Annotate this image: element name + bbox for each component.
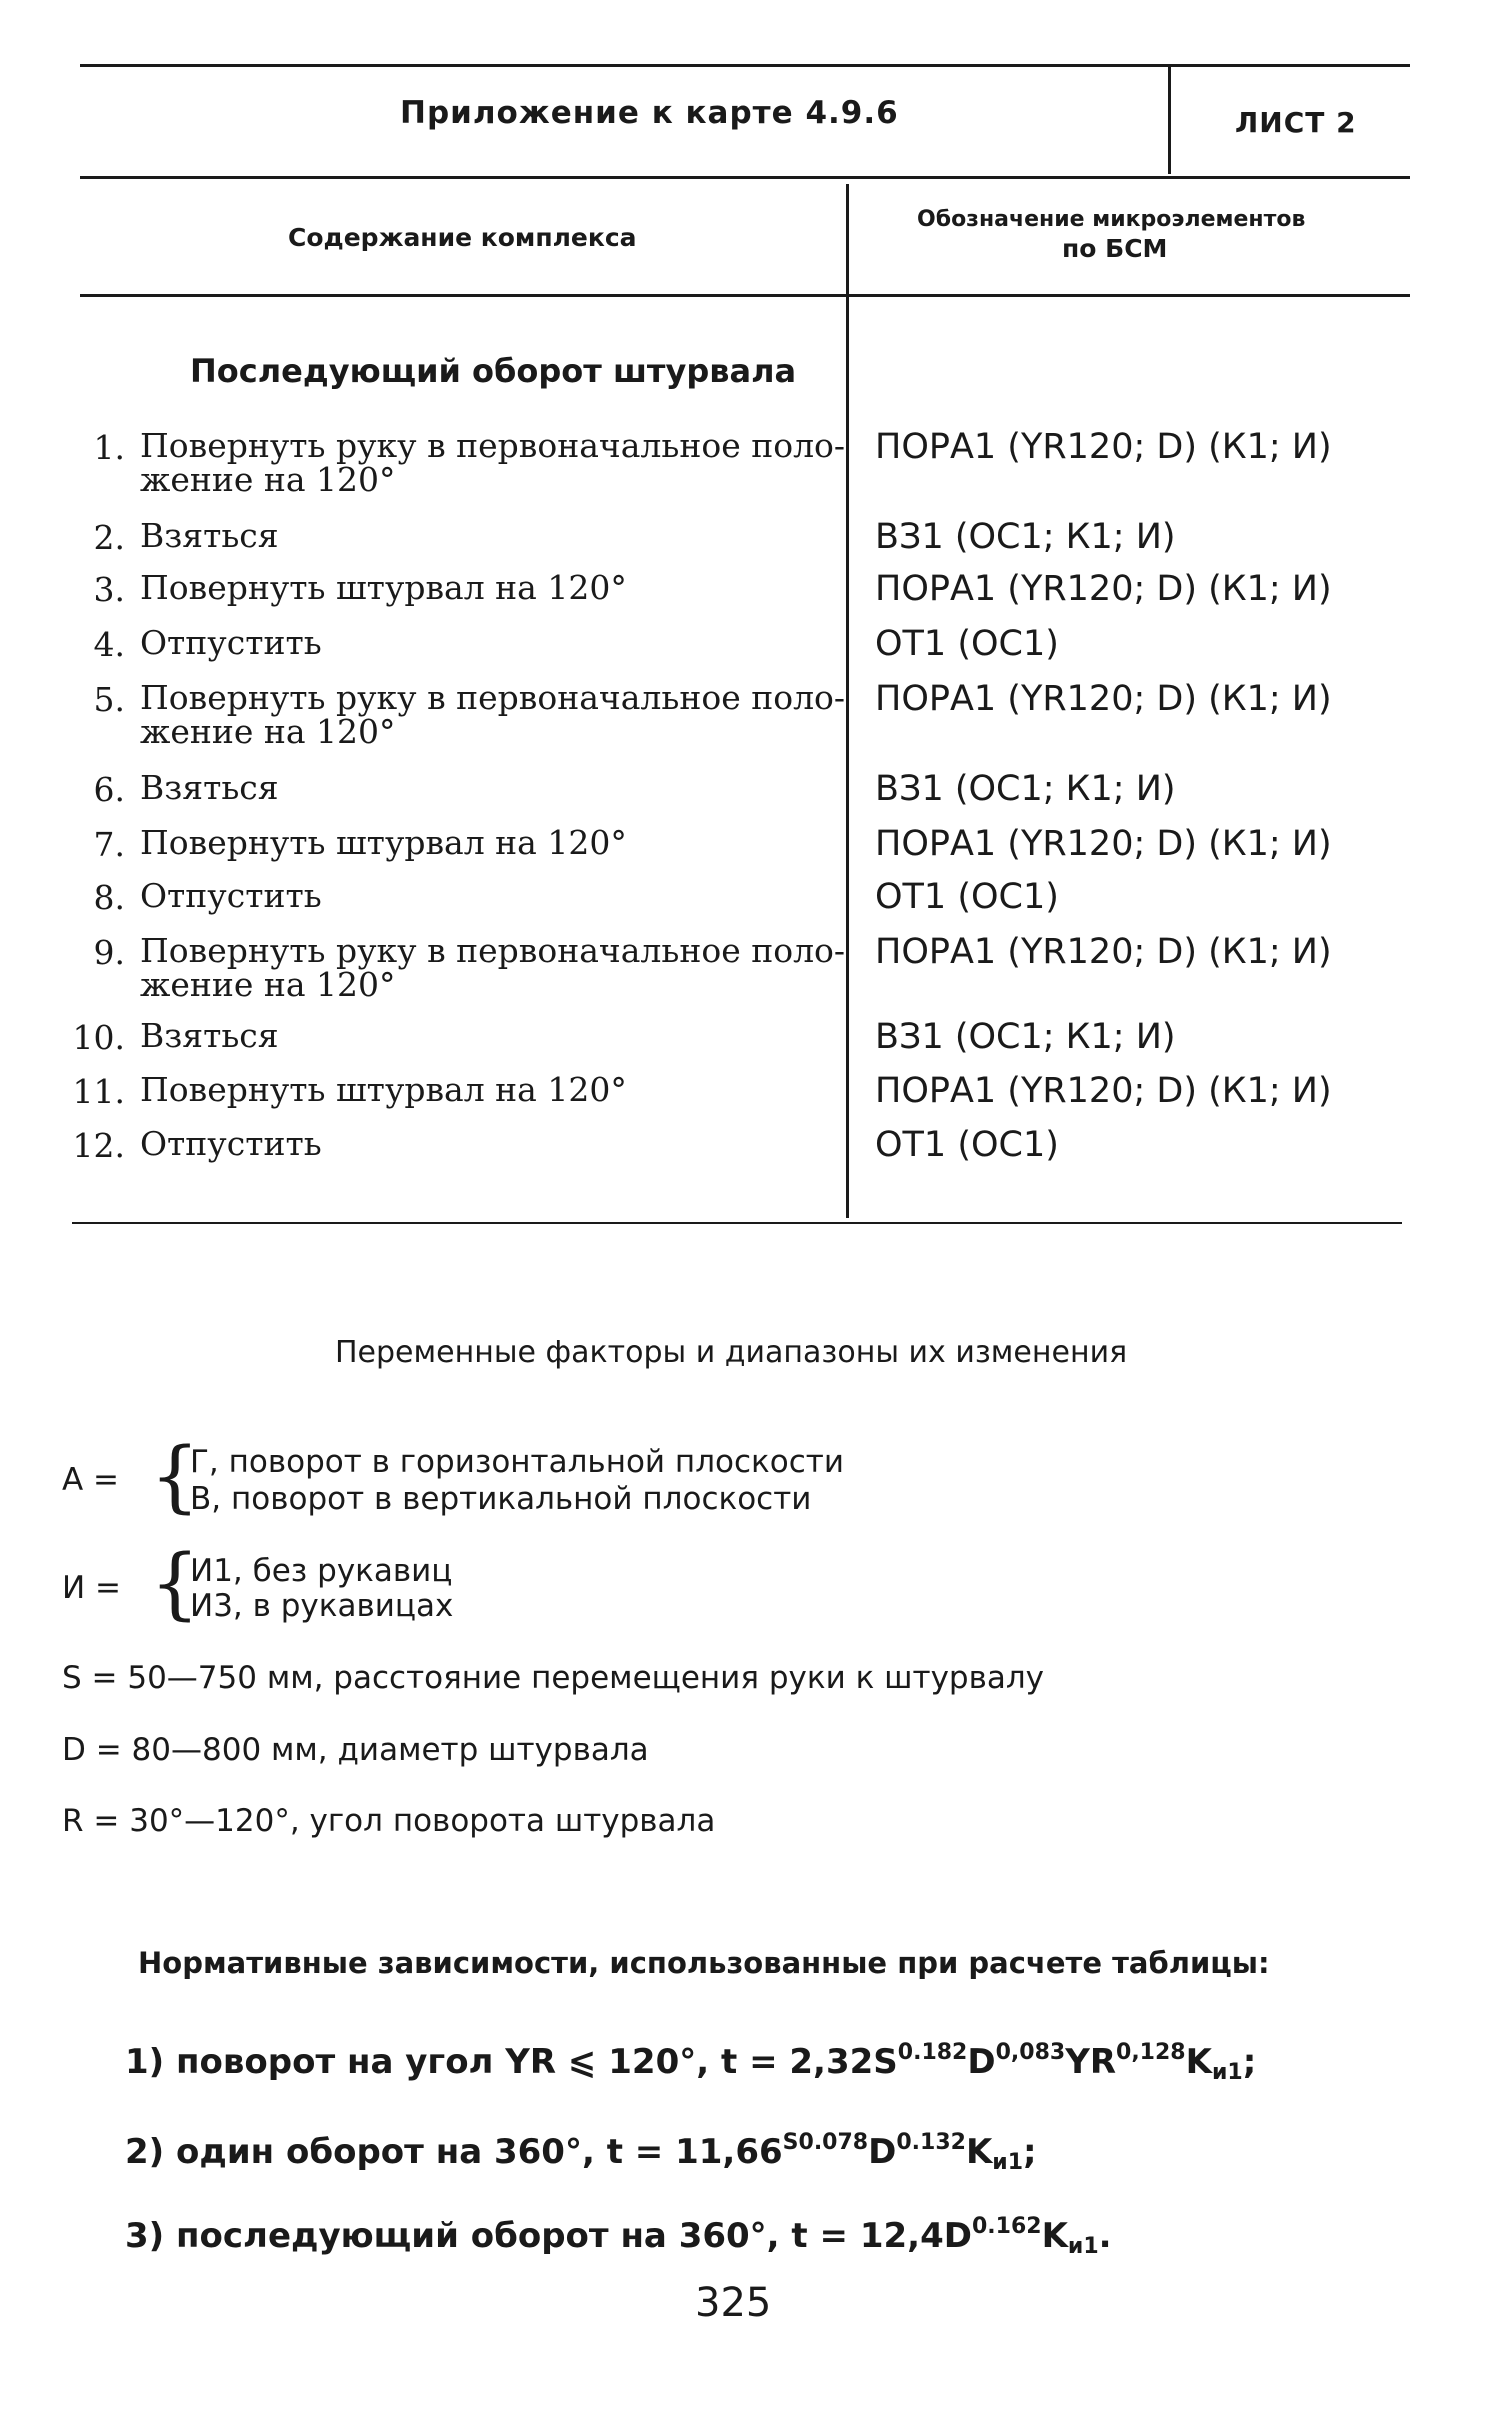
formula-2-sub: и1 (992, 2150, 1024, 2175)
step-text-line1: Повернуть штурвал на 120° (140, 568, 627, 607)
step-text-line1: Взяться (140, 516, 279, 555)
factor-i-brace: { (150, 1539, 200, 1629)
column-header-content: Содержание комплекса (288, 223, 637, 252)
step-code: ВЗ1 (ОС1; К1; И) (875, 769, 1176, 809)
step-text-line2: жение на 120° (140, 965, 396, 1004)
formula-3-exp-d: 0.162 (971, 2214, 1042, 2239)
factors-title: Переменные факторы и диапазоны их изменения (335, 1335, 1128, 1370)
appendix-title: Приложение к карте 4.9.6 (400, 95, 899, 131)
step-number: 12. (72, 1126, 125, 1165)
factor-d: D = 80—800 мм, диаметр штурвала (62, 1732, 649, 1768)
factor-i-line1: И1, без рукавиц (190, 1553, 453, 1589)
formula-1-exp-d: 0,083 (995, 2040, 1066, 2065)
formula-3 (125, 2214, 1112, 2259)
step-text-line1: Отпустить (140, 623, 322, 662)
column-header-codes-1: Обозначение микроэлементов (917, 207, 1306, 232)
step-code: ОТ1 (ОС1) (875, 1125, 1059, 1165)
step-code: ВЗ1 (ОС1; К1; И) (875, 517, 1176, 557)
factor-s: S = 50—750 мм, расстояние перемещения руки к штурвалу (62, 1660, 1045, 1696)
step-text-line2: жение на 120° (140, 712, 396, 751)
step-number: 5. (93, 680, 125, 719)
step-code: ПОРА1 (YR120; D) (К1; И) (875, 932, 1332, 972)
step-text-line1: Повернуть штурвал на 120° (140, 823, 627, 862)
formula-1 (125, 2040, 1256, 2085)
step-number: 2. (93, 518, 125, 557)
factor-a-brace: { (150, 1432, 200, 1522)
formula-2 (125, 2130, 1037, 2175)
formula-1-end: ; (1242, 2042, 1257, 2082)
step-text-line1: Повернуть руку в первоначальное поло- (140, 931, 846, 970)
factor-a-line1: Г, поворот в горизонтальной плоскости (190, 1444, 844, 1480)
step-code: ПОРА1 (YR120; D) (К1; И) (875, 569, 1332, 609)
step-text-line1: Взяться (140, 768, 279, 807)
factor-i-label: И = (62, 1570, 122, 1606)
step-text-line1: Отпустить (140, 1124, 322, 1163)
formula-3-k: K (1041, 2216, 1068, 2256)
formula-1-d: D (967, 2042, 996, 2082)
step-text-line1: Повернуть руку в первоначальное поло- (140, 426, 846, 465)
formula-1-exp-s: 0.182 (897, 2040, 968, 2065)
step-code: ПОРА1 (YR120; D) (К1; И) (875, 427, 1332, 467)
step-number: 11. (72, 1072, 125, 1111)
formula-2-k: K (965, 2132, 993, 2172)
step-text-line2: жение на 120° (140, 460, 396, 499)
formula-3-prefix: 3) последующий оборот на 360°, t = 12,4D (125, 2216, 972, 2256)
formula-2-s: S (782, 2130, 799, 2155)
step-number: 8. (93, 878, 125, 917)
norms-title: Нормативные зависимости, использованные при расчете таблицы: (138, 1946, 1270, 1980)
step-number: 9. (93, 933, 125, 972)
formula-1-k: K (1185, 2042, 1212, 2082)
factor-i-line2: И3, в рукавицах (190, 1588, 454, 1624)
factor-a-label: А = (62, 1462, 120, 1498)
step-number: 1. (93, 428, 125, 467)
page-number: 325 (695, 2280, 772, 2326)
step-number: 10. (72, 1018, 125, 1057)
header-bottom-rule (80, 294, 1410, 297)
factor-r: R = 30°—120°, угол поворота штурвала (62, 1803, 716, 1839)
formula-2-d: D (868, 2132, 897, 2172)
step-code: ОТ1 (ОС1) (875, 624, 1059, 664)
header-middle-rule (80, 176, 1410, 179)
column-header-codes-2: по БСМ (1062, 234, 1168, 263)
step-code: ПОРА1 (YR120; D) (К1; И) (875, 679, 1332, 719)
step-number: 7. (93, 825, 125, 864)
step-code: ВЗ1 (ОС1; К1; И) (875, 1017, 1176, 1057)
step-code: ПОРА1 (YR120; D) (К1; И) (875, 824, 1332, 864)
formula-3-sub: и1 (1067, 2234, 1099, 2259)
header-top-rule (80, 64, 1410, 67)
formula-2-prefix: 2) один оборот на 360°, t = 11,66 (125, 2132, 783, 2172)
sheet-label: ЛИСТ 2 (1235, 106, 1357, 139)
formula-3-end: . (1098, 2216, 1112, 2256)
formula-1-sub: и1 (1211, 2060, 1243, 2085)
formula-2-end: ; (1023, 2132, 1037, 2172)
formula-2-exp-s: 0.078 (798, 2130, 869, 2155)
step-text-line1: Повернуть руку в первоначальное поло- (140, 678, 846, 717)
step-number: 6. (93, 770, 125, 809)
step-text-line1: Взяться (140, 1016, 279, 1055)
header-divider (1168, 64, 1171, 174)
formula-1-yr: YR (1065, 2042, 1117, 2082)
section-title: Последующий оборот штурвала (190, 352, 797, 390)
step-text-line1: Отпустить (140, 876, 322, 915)
step-number: 4. (93, 625, 125, 664)
step-text-line1: Повернуть штурвал на 120° (140, 1070, 627, 1109)
step-number: 3. (93, 570, 125, 609)
formula-2-exp-d: 0.132 (896, 2130, 966, 2155)
formula-1-exp-yr: 0,128 (1116, 2040, 1186, 2065)
step-code: ПОРА1 (YR120; D) (К1; И) (875, 1071, 1332, 1111)
formula-1-prefix: 1) поворот на угол YR ⩽ 120°, t = 2,32S (125, 2042, 898, 2082)
factor-a-line2: В, поворот в вертикальной плоскости (190, 1481, 812, 1517)
table-bottom-rule (72, 1222, 1402, 1224)
step-code: ОТ1 (ОС1) (875, 877, 1059, 917)
